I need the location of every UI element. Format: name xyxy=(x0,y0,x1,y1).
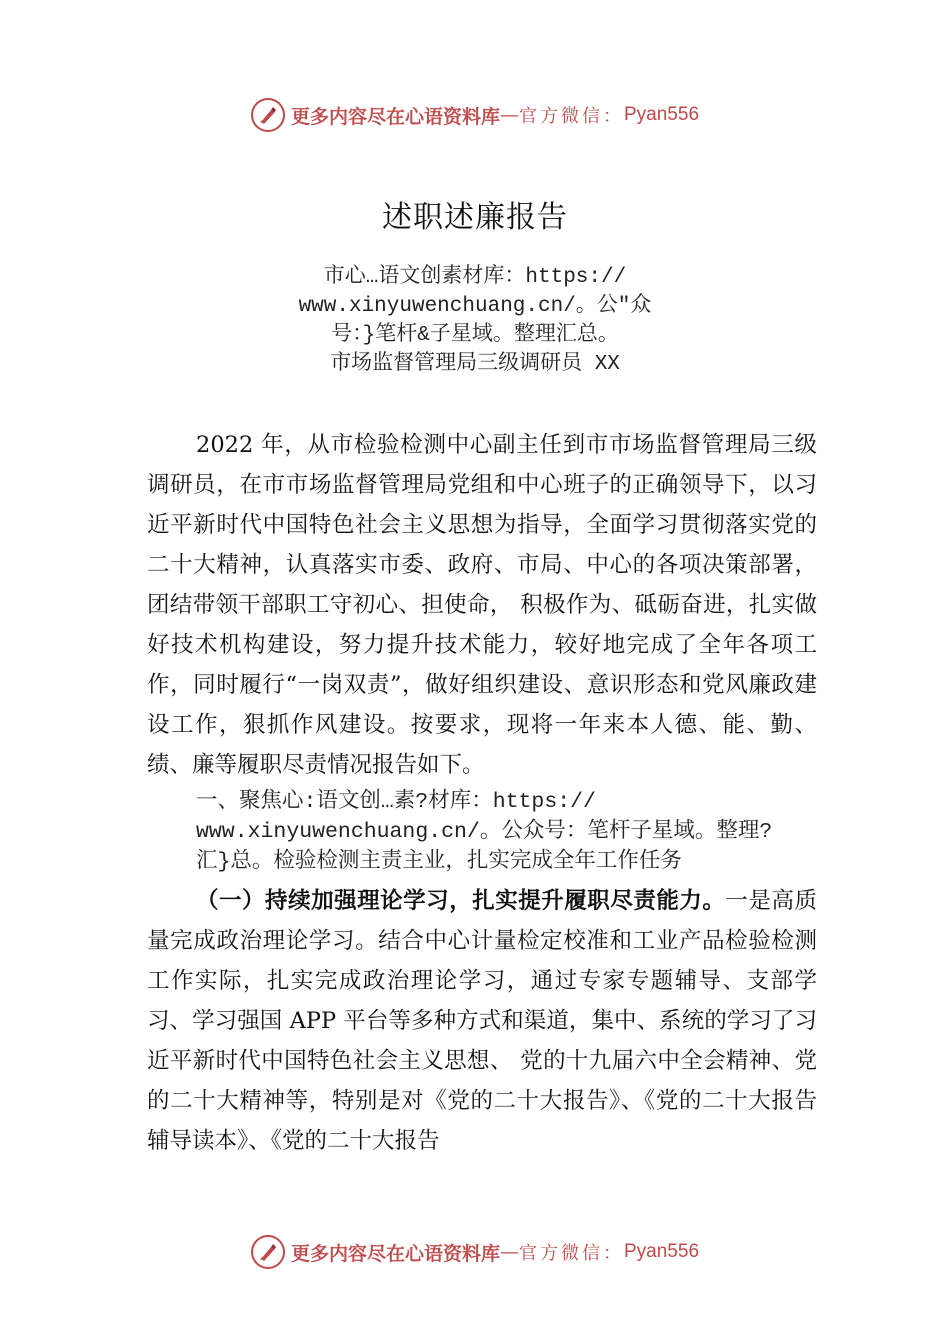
footer-banner-contact-label: 官方微信： xyxy=(519,1243,624,1264)
document-body xyxy=(147,425,817,1161)
footer-banner xyxy=(0,1232,950,1272)
subsection-heading: （一）持续加强理论学习，扎实提升履职尽责能力。 xyxy=(196,888,726,914)
subsection-text: 一是高质量完成政治理论学习。结合中心计量检定校准和工业产品检验检测工作实际，扎实完成政治理论学习，通过专家专题辅导、支部学习、学习强国 APP 平台等多种方式和渠道，集中、系统的学习了习近平新时代中国特色社会主义思想、 党的十九届六中全会精神、党的二十大精神等，特别是对《党的二十大报告》、《党的二十大报告辅导读本》、《党的二十大报告 xyxy=(147,888,817,1154)
document-title: 述职述廉报告 xyxy=(382,200,568,235)
document-meta: 市心…语文创素材库：https:// www.xinyuwenchuang.cn/。公"众 号：}笔杆&子星域。整理汇总。 市场监督管理局三级调研员 XX xyxy=(298,266,652,376)
pen-logo-icon xyxy=(251,98,285,132)
banner-title: 更多内容尽在心语资料库 xyxy=(290,105,500,128)
pen-logo-icon xyxy=(251,1235,285,1269)
banner-contact-label: 官方微信： xyxy=(519,106,624,127)
intro-paragraph: 2022 年，从市检验检测中心副主任到市市场监督管理局三级调研员，在市市场监督管理局党组和中心班子的正确领导下，以习近平新时代中国特色社会主义思想为指导，全面学习贯彻落实党的二十大精神，认真落实市委、政府、市局、中心的各项决策部署，团结带领干部职工守初心、担使命， 积极作为、砥砺奋进，扎实做好技术机构建设，努力提升技术能力，较好地完成了全年各项工作，同时履行“一岗双责”，做好组织建设、意识形态和党风廉政建设工作，狠抓作风建设。按要求，现将一年来本人德、能、勤、绩、廉等履职尽责情况报告如下。 xyxy=(147,432,817,778)
footer-banner-separator: — xyxy=(500,1241,519,1263)
header-banner xyxy=(0,95,950,135)
banner-separator: — xyxy=(500,104,519,126)
banner-contact-id: Pyan556 xyxy=(624,104,700,125)
footer-banner-title: 更多内容尽在心语资料库 xyxy=(290,1242,500,1265)
footer-banner-contact-id: Pyan556 xyxy=(624,1241,700,1262)
section-heading: 一、聚焦心:语文创…素?材库：https:// www.xinyuwenchuang.cn/。公众号：笔杆子星域。整理? 汇}总。检验检测主责主业，扎实完成全年工作任务 xyxy=(196,790,773,874)
subsection-paragraph xyxy=(147,881,817,1161)
